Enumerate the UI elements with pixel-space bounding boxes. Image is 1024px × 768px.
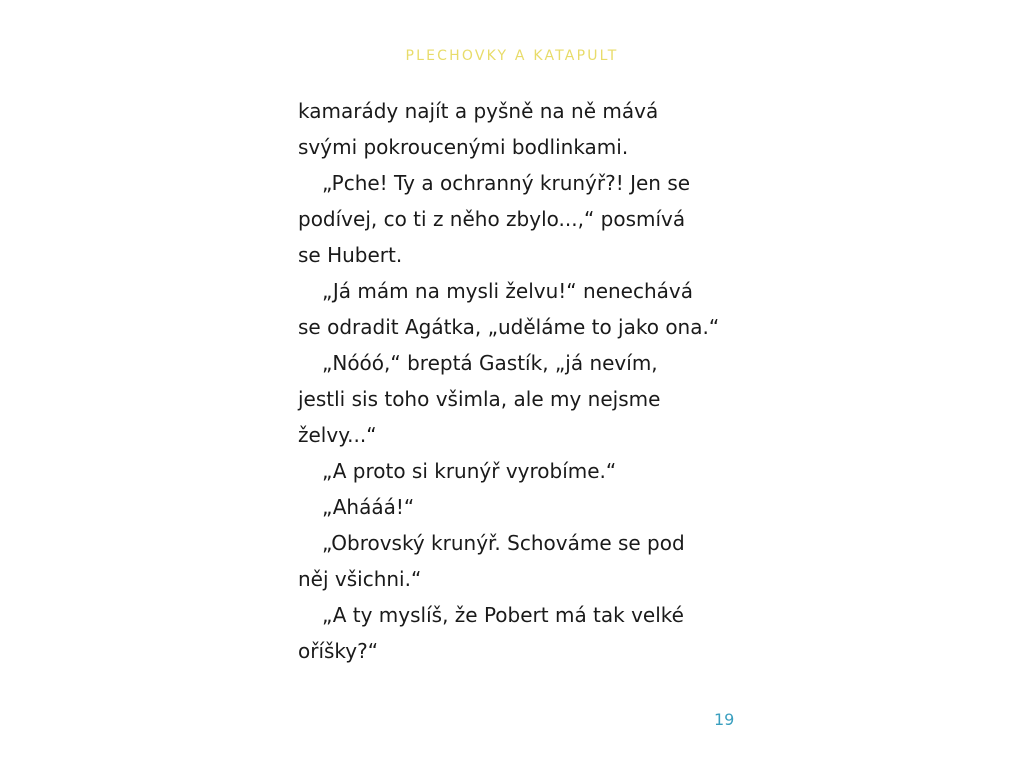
text-line: oříšky?“ bbox=[298, 639, 379, 663]
text-line: se Hubert. bbox=[298, 243, 403, 267]
text-line: „Nóóó,“ breptá Gastík, „já nevím, bbox=[322, 351, 658, 375]
body-text bbox=[298, 93, 768, 669]
text-line: něj všichni.“ bbox=[298, 567, 422, 591]
text-line: želvy...“ bbox=[298, 423, 377, 447]
text-line: se odradit Agátka, „uděláme to jako ona.“ bbox=[298, 315, 720, 339]
text-line: svými pokroucenými bodlinkami. bbox=[298, 135, 629, 159]
text-line: „A proto si krunýř vyrobíme.“ bbox=[322, 459, 617, 483]
text-line: „Pche! Ty a ochranný krunýř?! Jen se bbox=[322, 171, 691, 195]
text-line: „Ahááá!“ bbox=[322, 495, 415, 519]
text-line: „Já mám na mysli želvu!“ nenechává bbox=[322, 279, 693, 303]
running-header: PLECHOVKY A KATAPULT bbox=[405, 48, 619, 64]
text-line: „Obrovský krunýř. Schováme se pod bbox=[322, 531, 685, 555]
text-line: kamarády najít a pyšně na ně mává bbox=[298, 99, 659, 123]
text-line: podívej, co ti z něho zbylo...,“ posmívá bbox=[298, 207, 686, 231]
page-number: 19 bbox=[714, 710, 735, 729]
text-line: „A ty myslíš, že Pobert má tak velké bbox=[322, 603, 684, 627]
text-line: jestli sis toho všimla, ale my nejsme bbox=[298, 387, 661, 411]
